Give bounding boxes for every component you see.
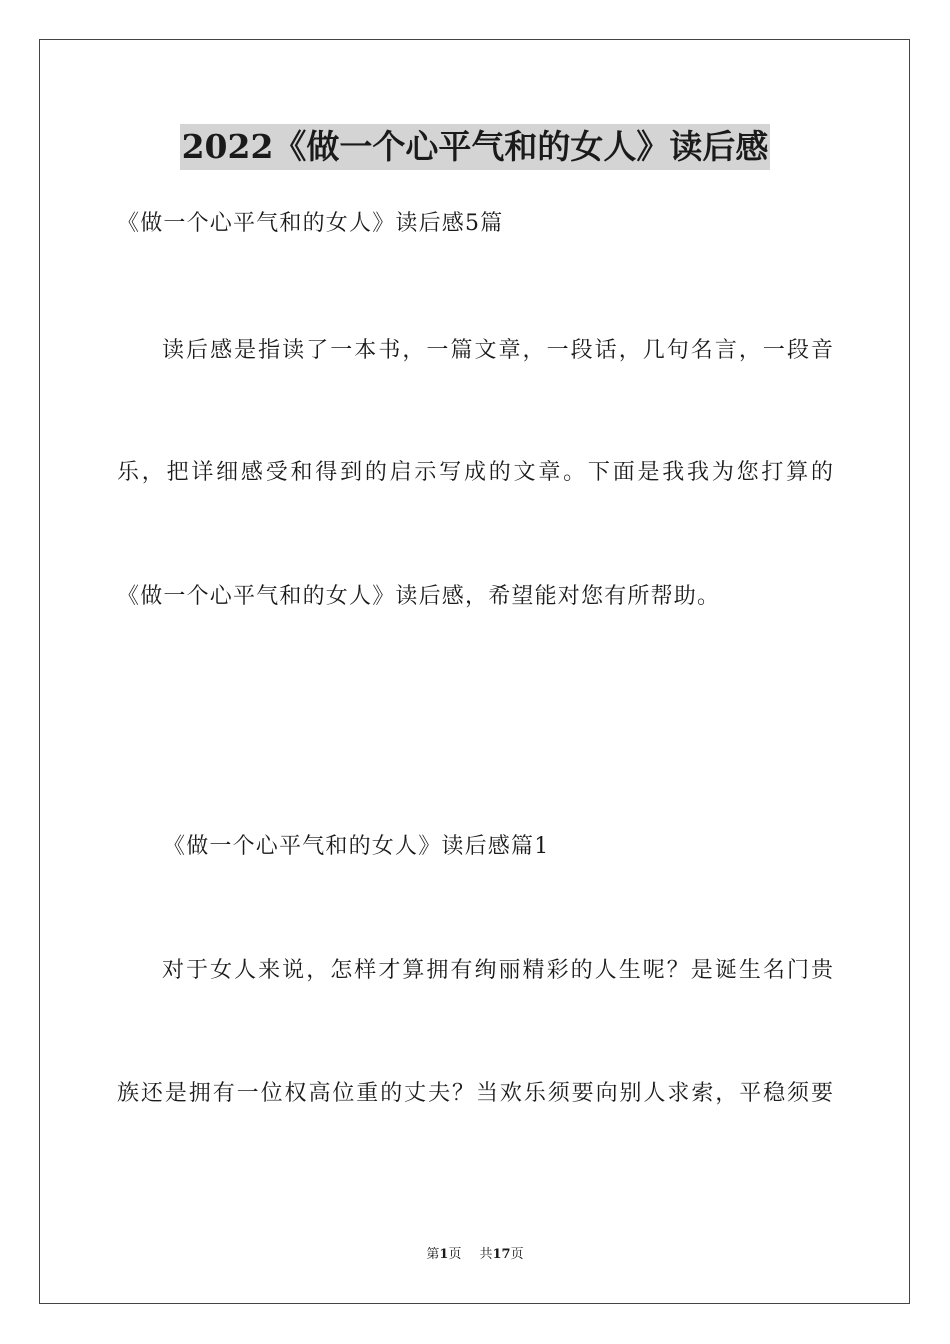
- footer-total-unit: 页: [510, 1247, 524, 1262]
- intro-line-2: 乐，把详细感受和得到的启示写成的文章。下面是我我为您打算的: [117, 460, 833, 485]
- intro-line-1: 读后感是指读了一本书，一篇文章，一段话，几句名言，一段音: [162, 338, 833, 363]
- page-footer: [0, 1246, 950, 1264]
- footer-total-prefix: 共: [479, 1247, 493, 1262]
- body-line-2: 族还是拥有一位权高位重的丈夫？当欢乐须要向别人求索，平稳须要: [117, 1081, 833, 1106]
- document-subtitle: 《做一个心平气和的女人》读后感5篇: [117, 211, 504, 236]
- footer-page-current: 1: [439, 1247, 449, 1262]
- footer-page-prefix: 第: [426, 1247, 440, 1262]
- section-heading: 《做一个心平气和的女人》读后感篇1: [163, 834, 550, 859]
- footer-page-total: 17: [492, 1247, 511, 1262]
- body-line-1: 对于女人来说，怎样才算拥有绚丽精彩的人生呢？是诞生名门贵: [162, 958, 833, 983]
- title-container: [0, 124, 950, 170]
- document-title: 2022《做一个心平气和的女人》读后感: [180, 124, 771, 170]
- footer-page-unit: 页: [448, 1247, 462, 1262]
- intro-line-3: 《做一个心平气和的女人》读后感，希望能对您有所帮助。: [117, 584, 721, 609]
